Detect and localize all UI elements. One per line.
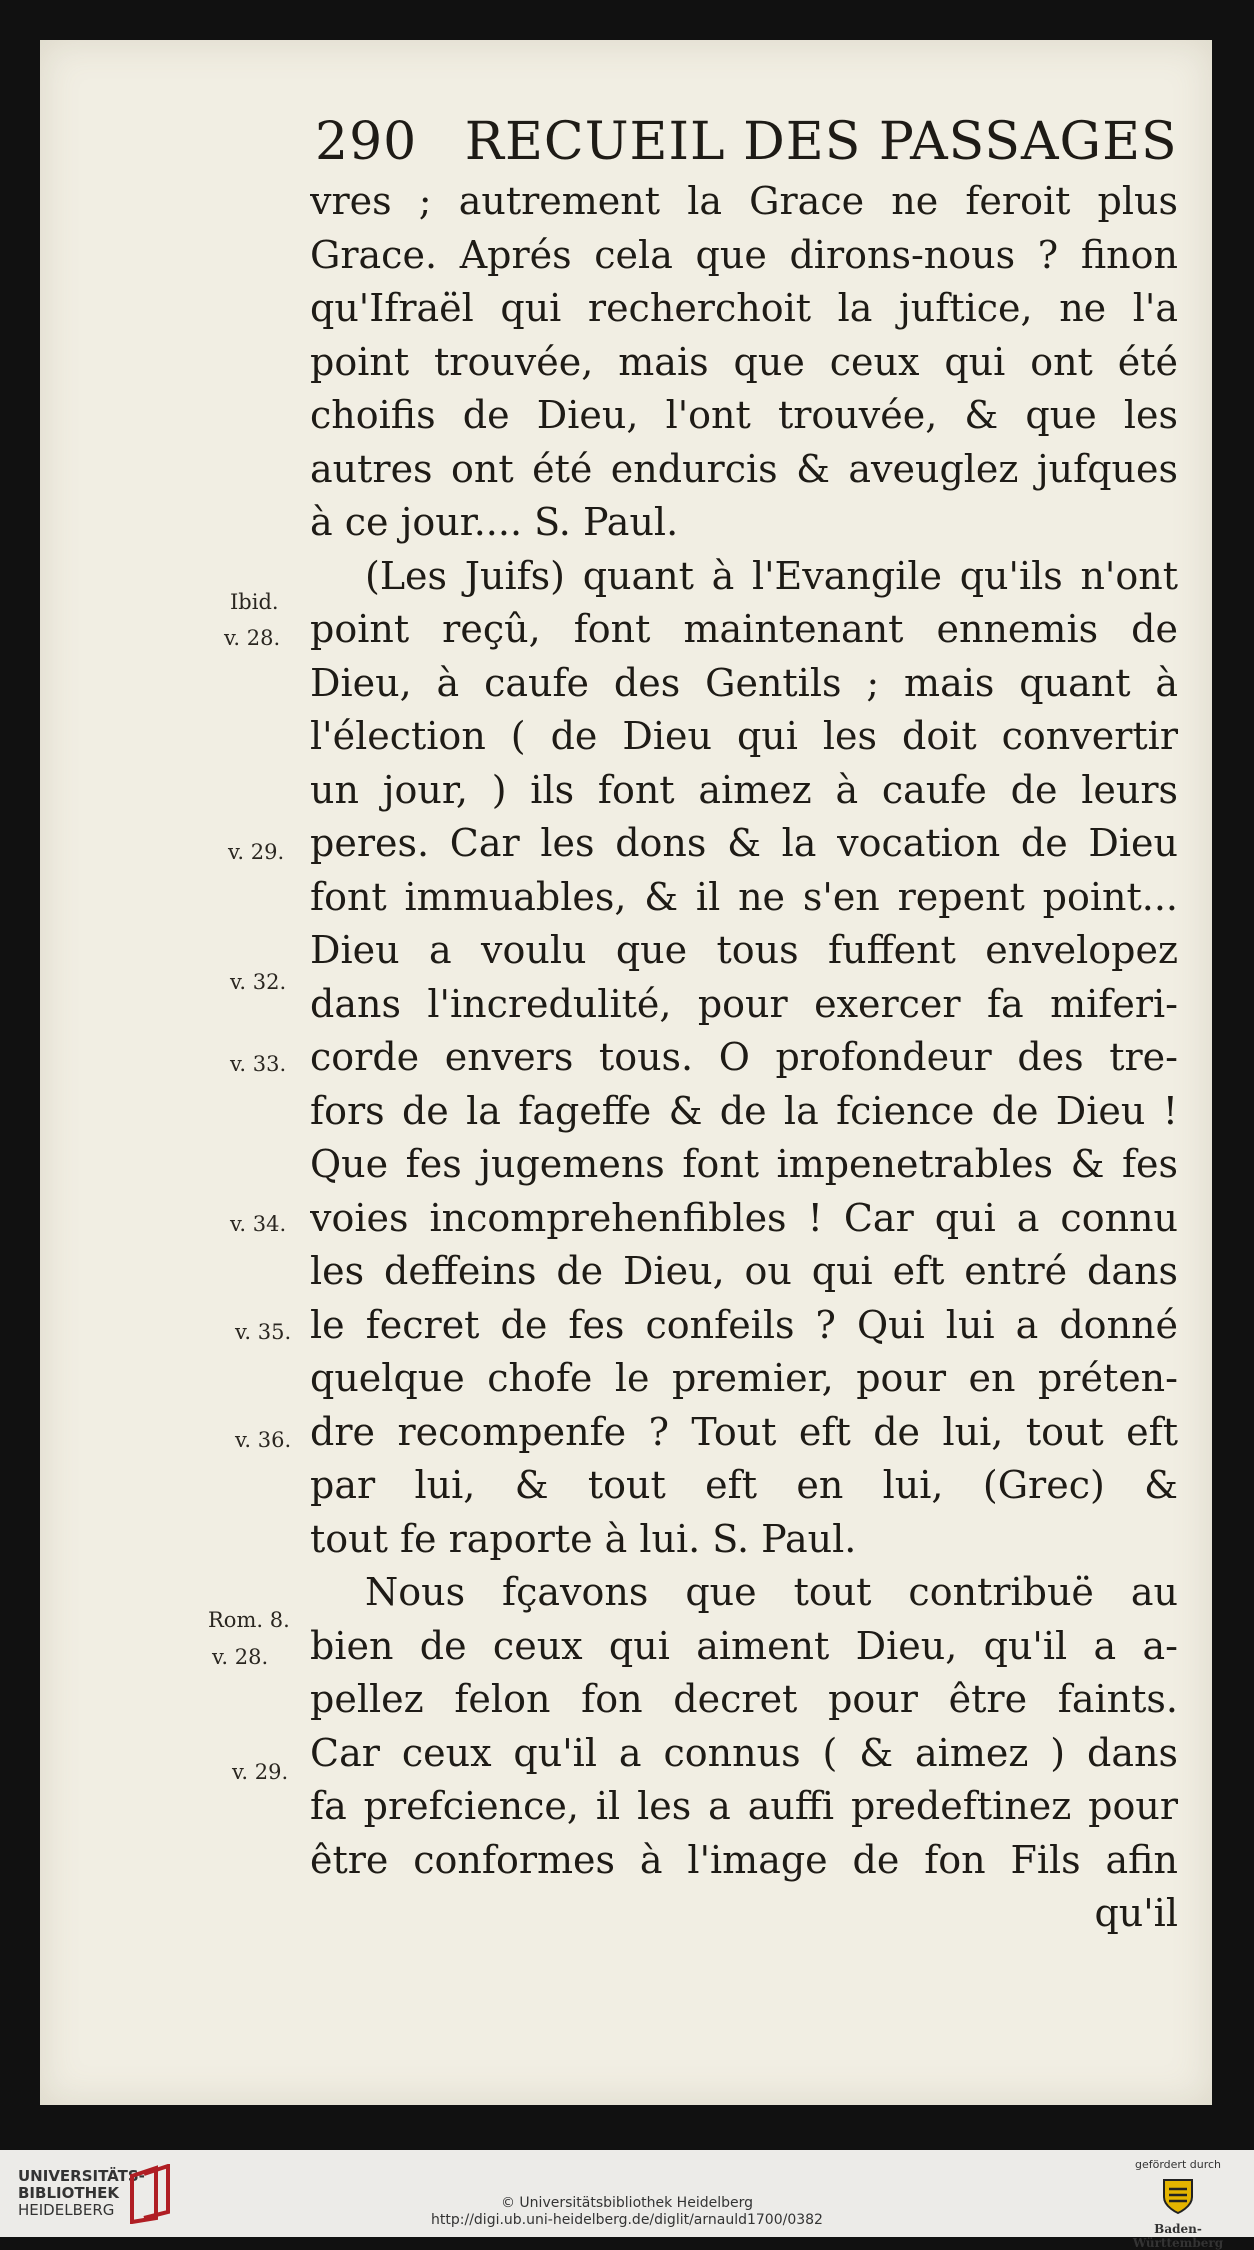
text-line: les deffeins de Dieu, ou qui eft entré dans	[310, 1249, 1178, 1293]
text-line: peres. Car les dons & la vocation de Dieu	[310, 821, 1178, 865]
text-line: (Les Juifs) quant à l'Evangile qu'ils n'ont	[365, 553, 1178, 598]
footer-bar	[0, 2150, 1254, 2250]
running-head: RECUEIL DES PASSAGES	[464, 112, 1178, 172]
text-line: Grace. Aprés cela que dirons-nous ? finon	[310, 232, 1178, 277]
margin-note: Ibid.	[230, 590, 279, 614]
catchword: qu'il	[1094, 1891, 1178, 1935]
text-line: Que fes jugemens font impenetrables & fes	[310, 1142, 1178, 1186]
sponsor-label: gefördert durch	[1134, 2158, 1222, 2171]
library-logo-text: UNIVERSITÄTS- BIBLIOTHEK HEIDELBERG	[18, 2167, 145, 2219]
text-line: Nous fçavons que tout contribuë au	[365, 1570, 1178, 1614]
text-line: font immuables, & il ne s'en repent point...	[310, 874, 1178, 919]
text-line: voies incomprehenfibles ! Car qui a connu	[310, 1195, 1178, 1240]
book-page	[40, 40, 1212, 2105]
text-line: autres ont été endurcis & aveuglez jufques	[310, 446, 1178, 491]
page-number: 290	[315, 112, 418, 172]
text-line: qu'Ifraël qui recherchoit la juftice, ne l'a	[310, 286, 1178, 330]
body-text	[310, 175, 1178, 1941]
text-line: Dieu a voulu que tous fuffent envelopez	[310, 928, 1178, 972]
text-line: quelque chofe le premier, pour en préten-	[310, 1356, 1178, 1400]
sponsor-block	[1118, 2158, 1238, 2250]
margin-note: v. 32.	[230, 970, 287, 994]
text-line: fa prefcience, il les a auffi predeftinez pour	[310, 1784, 1178, 1828]
copyright-block	[0, 2195, 1254, 2229]
margin-note: v. 33.	[230, 1052, 287, 1076]
text-line: corde envers tous. O profondeur des tre-	[310, 1035, 1178, 1079]
text-line: point reçû, font maintenant ennemis de	[310, 607, 1178, 651]
text-line: un jour, ) ils font aimez à caufe de leurs	[310, 767, 1178, 812]
source-url[interactable]: http://digi.ub.uni-heidelberg.de/diglit/arnauld1700/0382	[431, 2212, 823, 2228]
text-line: point trouvée, mais que ceux qui ont été	[310, 339, 1178, 384]
sponsor-name: Baden-Württemberg	[1132, 2222, 1224, 2250]
text-line: bien de ceux qui aiment Dieu, qu'il a a-	[310, 1623, 1178, 1668]
text-line: dans l'incredulité, pour exercer fa miferi-	[310, 981, 1178, 1026]
margin-note: v. 28.	[224, 626, 281, 650]
margin-note: v. 28.	[212, 1645, 269, 1669]
margin-note: Rom. 8.	[208, 1608, 290, 1632]
text-line: pellez felon fon decret pour être faints.	[310, 1677, 1178, 1721]
text-line: par lui, & tout eft en lui, (Grec) &	[310, 1463, 1178, 1507]
margin-note: v. 35.	[235, 1320, 292, 1344]
text-line: à ce jour.... S. Paul.	[310, 500, 679, 544]
text-line: Dieu, à caufe des Gentils ; mais quant à	[310, 660, 1178, 705]
text-line: vres ; autrement la Grace ne feroit plus	[310, 179, 1178, 223]
text-line: le fecret de fes confeils ? Qui lui a donné	[310, 1302, 1178, 1347]
copyright-text: © Universitätsbibliothek Heidelberg	[500, 2195, 753, 2211]
text-line: fors de la fageffe & de la fcience de Dieu !	[310, 1088, 1178, 1133]
margin-note: v. 34.	[230, 1212, 287, 1236]
text-line: dre recompenfe ? Tout eft de lui, tout eft	[310, 1409, 1178, 1454]
coat-of-arms-icon	[1161, 2177, 1195, 2215]
margin-note: v. 29.	[228, 840, 285, 864]
text-line: l'élection ( de Dieu qui les doit convertir	[310, 714, 1178, 758]
text-line: Car ceux qu'il a connus ( & aimez ) dans	[310, 1730, 1178, 1775]
text-line: choifis de Dieu, l'ont trouvée, & que les	[310, 393, 1178, 437]
text-line: tout fe raporte à lui. S. Paul.	[310, 1516, 857, 1561]
text-line: être conformes à l'image de fon Fils afin	[310, 1837, 1178, 1882]
margin-note: v. 36.	[235, 1428, 292, 1452]
margin-note: v. 29.	[232, 1760, 289, 1784]
